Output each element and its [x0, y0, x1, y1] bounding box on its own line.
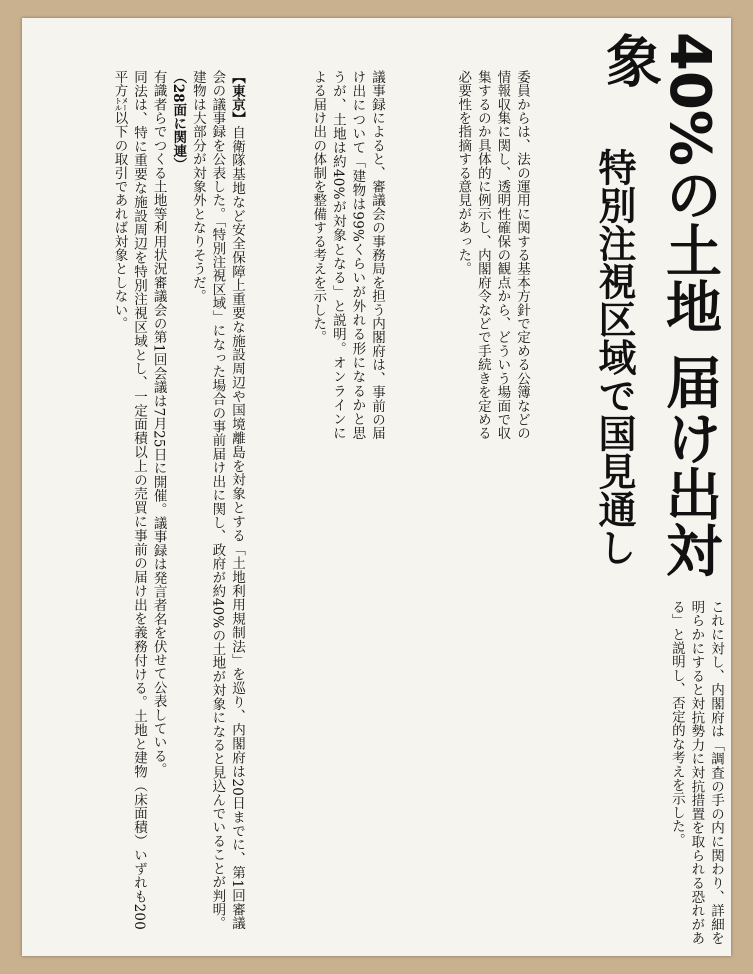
newspaper-clipping: [22, 18, 731, 956]
subheadline: 特別注視区域で国見通し: [592, 148, 636, 566]
article-paragraph-closing: [666, 600, 725, 945]
dateline: 【東京】: [229, 70, 245, 126]
lead-paragraph: 自衛隊基地など安全保障上重要な施設周辺や国境離島を対象とする「土地利用規制法」を巡り、内閣府は20日までに、第1回審議会の議事録を公表した。「特別注視区域」になった場合の事前届け出に関し、政府が約40%の土地が対象になると見込んでいることが判明。建物は大部分が対象外となりそうだ。: [189, 70, 245, 930]
body-paragraph-3: 議事録によると、審議会の事務局を担う内閣府は、事前の届け出について「建物は99%くらいが外れる形になるかと思うが、土地は約40%が対象となる」と説明。オンラインによる届け出の体制を整備する考えを示した。: [310, 70, 385, 440]
body-paragraph-4: 委員からは、法の運用に関する基本方針で定める公簿などの情報収集に関し、透明性確保の観点から、どういう場面で収集するのか具体的に例示し、内閣府令などで手続きを定める必要性を指摘する意見があった。: [455, 70, 530, 440]
headline: 40%の土地 届け出対象: [597, 32, 722, 578]
article-column-right: [453, 70, 531, 440]
body-paragraph-1: 有識者らでつくる土地等利用状況審議会の第1回会議は7月25日に開催。議事録は発言者名を伏せて公表している。: [150, 70, 167, 777]
body-paragraph-2: 同法は、特に重要な施設周辺を特別注視区域とし、一定面積以上の売買に事前の届け出を義務付ける。土地と建物（床面積）いずれも200平方㍍以下の取引であれば対象としない。: [111, 70, 148, 930]
article-column-left: [46, 70, 246, 930]
article-column-middle: [308, 70, 386, 440]
page-reference-note: （28面に関連）: [170, 70, 187, 172]
closing-text: これに対し、内閣府は「調査の手の内に関わり、詳細を明らかにすると対抗勢力に対抗措置を取られる恐れがある」と説明し、否定的な考えを示した。: [668, 600, 724, 945]
